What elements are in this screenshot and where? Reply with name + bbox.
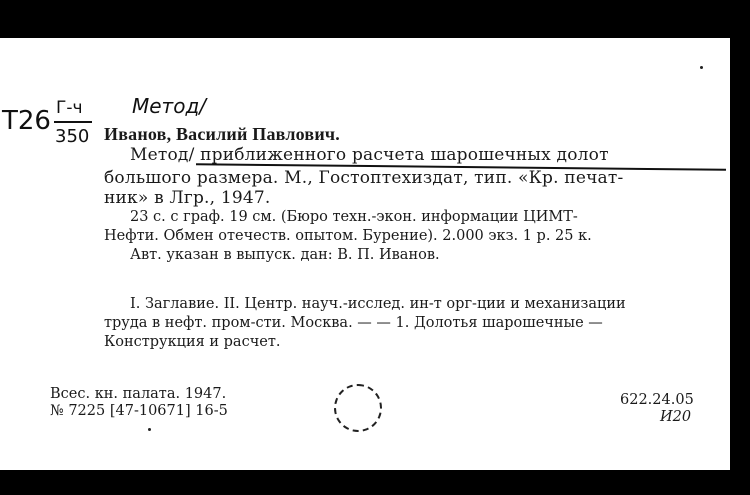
tracings-line-1: I. Заглавие. II. Центр. науч.-исслед. ин-т орг-ции и механизации	[130, 296, 626, 312]
call-number-fraction-top: Г-ч	[56, 98, 83, 118]
physical-line-1: 23 с. с граф. 19 см. (Бюро техн.-экон. информации ЦИМТ-	[130, 209, 578, 225]
physical-line-3: Авт. указан в выпуск. дан: В. П. Иванов.	[130, 247, 440, 263]
classification-code: И20	[660, 409, 692, 425]
chamber-line-2: № 7225 [47-10671] 16-5	[50, 403, 228, 419]
tracings-line-3: Конструкция и расчет.	[104, 334, 281, 350]
title-line-2: большого размера. М., Гостоптехиздат, тип. «Кр. печат-	[104, 168, 624, 188]
catalog-card	[0, 38, 730, 470]
title-line-3: ник» в Лгр., 1947.	[104, 188, 271, 208]
handwritten-heading: Метод/	[132, 94, 207, 118]
author-heading: Иванов, Василий Павлович.	[104, 124, 340, 144]
call-number-fraction-bar	[54, 121, 92, 123]
card-edge	[0, 470, 730, 476]
physical-line-2: Нефти. Обмен отечеств. опытом. Бурение). 2.000 экз. 1 р. 25 к.	[104, 228, 592, 244]
call-number-code: Т26	[2, 106, 51, 136]
tracings-line-2: труда в нефт. пром-сти. Москва. — — 1. Долотья шарошечные —	[104, 315, 603, 331]
udc-code: 622.24.05	[620, 392, 694, 408]
title-line-1: Метод/ приближенного расчета шарошечных долот	[130, 145, 609, 165]
stamp-circle	[334, 384, 382, 432]
speck	[148, 428, 151, 431]
call-number-fraction-bottom: 350	[55, 126, 90, 147]
chamber-line-1: Всес. кн. палата. 1947.	[50, 386, 227, 402]
speck	[700, 66, 703, 69]
